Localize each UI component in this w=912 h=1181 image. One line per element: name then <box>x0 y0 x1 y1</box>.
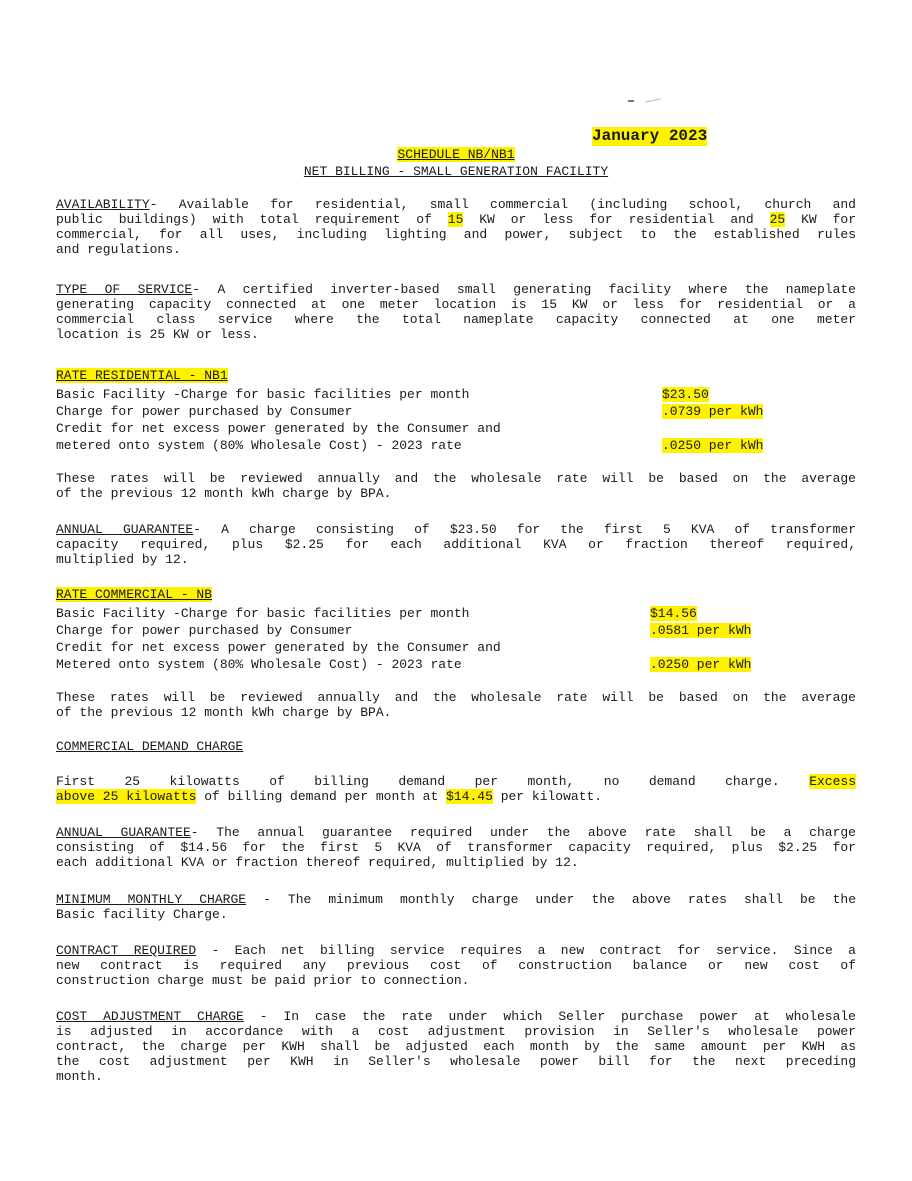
availability-line: and regulations. <box>56 242 181 257</box>
rate-commercial-heading: RATE COMMERCIAL - NB <box>56 587 213 602</box>
residential-kw-limit: 15 <box>447 212 464 227</box>
annual-guarantee-heading: ANNUAL GUARANTEE <box>56 522 194 537</box>
availability-line: public buildings) with total requirement of 15 KW or less for residential and 25 KW for <box>56 212 856 227</box>
availability-heading: AVAILABILITY <box>56 197 150 212</box>
schedule-title: SCHEDULE NB/NB1 <box>397 147 515 162</box>
residential-power-value: .0739 per kWh <box>662 404 764 419</box>
document-date: January 2023 <box>592 127 708 145</box>
scan-speck <box>645 98 661 102</box>
demand-rate-value: $14.45 <box>446 789 493 804</box>
type-of-service-section: TYPE OF SERVICE- A certified inverter-based small generating facility where the nameplate generating capacity connected at one meter location is 15 KW or less for residential or a commercial class service where the total nameplate capacity connected at one meter location is 25 KW or less. <box>56 282 856 342</box>
commercial-demand-section: First 25 kilowatts of billing demand per month, no demand charge. Excess above 25 kilowatts of billing demand per month at $14.45 per kilowatt. <box>56 774 856 804</box>
residential-credit-value: .0250 per kWh <box>662 438 764 453</box>
commercial-note: These rates will be reviewed annually and the wholesale rate will be based on the average of the previous 12 month kWh charge by BPA. <box>56 690 856 720</box>
availability-line: AVAILABILITY- Available for residential, small commercial (including school, church and <box>56 197 856 212</box>
residential-note: These rates will be reviewed annually and the wholesale rate will be based on the average of the previous 12 month kWh charge by BPA. <box>56 471 856 501</box>
cost-adjustment-heading: COST ADJUSTMENT CHARGE <box>56 1009 244 1024</box>
scan-speck <box>628 100 634 102</box>
contract-required-section: CONTRACT REQUIRED - Each net billing service requires a new contract for service. Since a new contract is required any previous cost of construction balance or new cost of construction charge must be paid prior to connection. <box>56 943 856 988</box>
document-page: January 2023 SCHEDULE NB/NB1 NET BILLING - SMALL GENERATION FACILITY AVAILABILITY- Available for residential, small commercial (including school, church and public buildings) with total requirement of 15 KW or less for residential and 25 KW for commercial, for all uses, including lighting and power, subject to the established rules and regulations. TYPE OF SERVICE- A certified inverter-based small generating facility where the nameplate generating capacity connected at one meter location is 15 KW or less for residential or a commercial class service where the total nameplate capacity connected at one meter location is 25 KW or less. RATE RESIDENTIAL - NB1 Basic Facility -Charge for basic facilities per month $23.50 Charge for power purchased by Consumer .0739 per kWh Credit for net excess power generated by the Consumer and metered onto system (80% Wholesale Cost) - 2023 rate .0250 per kWh These rates will be reviewed annually and the wholesale rate will be based on the average of the previous 12 month kWh charge by BPA. ANNUAL GUARANTEE- A charge consisting of $23.50 for the first 5 KVA of transformer capacity required, plus $2.25 for each additional KVA or fraction thereof required, multiplied by 12. RATE COMMERCIAL - NB Basic Facility -Charge for basic facilities per month $14.56 Charge for power purchased by Consumer .0581 per kWh Credit for net excess power generated by the Consumer and Metered onto system (80% Wholesale Cost) - 2023 rate .0250 per kWh These rates will be reviewed annually and the wholesale rate will be based on the average of the previous 12 month kWh charge by BPA. COMMERCIAL DEMAND CHARGE First 25 kilowatts of billing demand per month, no demand charge. Excess above 25 kilowatts of billing demand per month at $14.45 per kilowatt. ANNUAL GUARANTEE- The annual guarantee required under the above rate shall be a charge consisting of $14.56 for the first 5 KVA of transformer capacity required, plus $2.25 for each additional KVA or fraction thereof required, multiplied by 12. MINIMUM MONTHLY CHARGE - The minimum monthly charge under the above rates shall be the Basic facility Charge. CONTRACT REQUIRED - Each net billing service requires a new contract for service. Since a new contract is required any previous cost of construction balance or new cost of construction charge must be paid prior to connection. COST ADJUSTMENT CHARGE - In case the rate under which Seller purchase power at wholesale is adjusted in accordance with a cost adjustment provision in Seller's wholesale power contract, the charge per KWH shall be adjusted each month by the same amount per KWH as the cost adjustment per KWH in Seller's wholesale power bill for the next preceding month. <box>0 0 912 1181</box>
commercial-demand-heading: COMMERCIAL DEMAND CHARGE <box>56 739 244 754</box>
rate-residential-heading: RATE RESIDENTIAL - NB1 <box>56 368 228 383</box>
minimum-monthly-section: MINIMUM MONTHLY CHARGE - The minimum monthly charge under the above rates shall be the Basic facility Charge. <box>56 892 856 922</box>
annual-guarantee-commercial: ANNUAL GUARANTEE- The annual guarantee required under the above rate shall be a charge consisting of $14.56 for the first 5 KVA of transformer capacity required, plus $2.25 for each additional KVA or fraction thereof required, multiplied by 12. <box>56 825 856 870</box>
annual-guarantee-residential: ANNUAL GUARANTEE- A charge consisting of $23.50 for the first 5 KVA of transformer capacity required, plus $2.25 for each additional KVA or fraction thereof required, multiplied by 12. <box>56 522 856 567</box>
commercial-credit-value: .0250 per kWh <box>650 657 752 672</box>
availability-line: commercial, for all uses, including lighting and power, subject to the established rules <box>56 227 856 242</box>
annual-guarantee-heading: ANNUAL GUARANTEE <box>56 825 191 840</box>
contract-required-heading: CONTRACT REQUIRED <box>56 943 197 958</box>
availability-section <box>56 197 856 257</box>
cost-adjustment-section: COST ADJUSTMENT CHARGE - In case the rate under which Seller purchase power at wholesale is adjusted in accordance with a cost adjustment provision in Seller's wholesale power contract, the charge per KWH shall be adjusted each month by the same amount per KWH as the cost adjustment per KWH in Seller's wholesale power bill for the next preceding month. <box>56 1009 856 1084</box>
commercial-basic-value: $14.56 <box>650 606 697 621</box>
minimum-monthly-heading: MINIMUM MONTHLY CHARGE <box>56 892 247 907</box>
commercial-power-value: .0581 per kWh <box>650 623 752 638</box>
commercial-kw-limit: 25 <box>769 212 786 227</box>
residential-basic-value: $23.50 <box>662 387 709 402</box>
type-of-service-heading: TYPE OF SERVICE <box>56 282 193 297</box>
schedule-subtitle: NET BILLING - SMALL GENERATION FACILITY <box>303 164 609 179</box>
